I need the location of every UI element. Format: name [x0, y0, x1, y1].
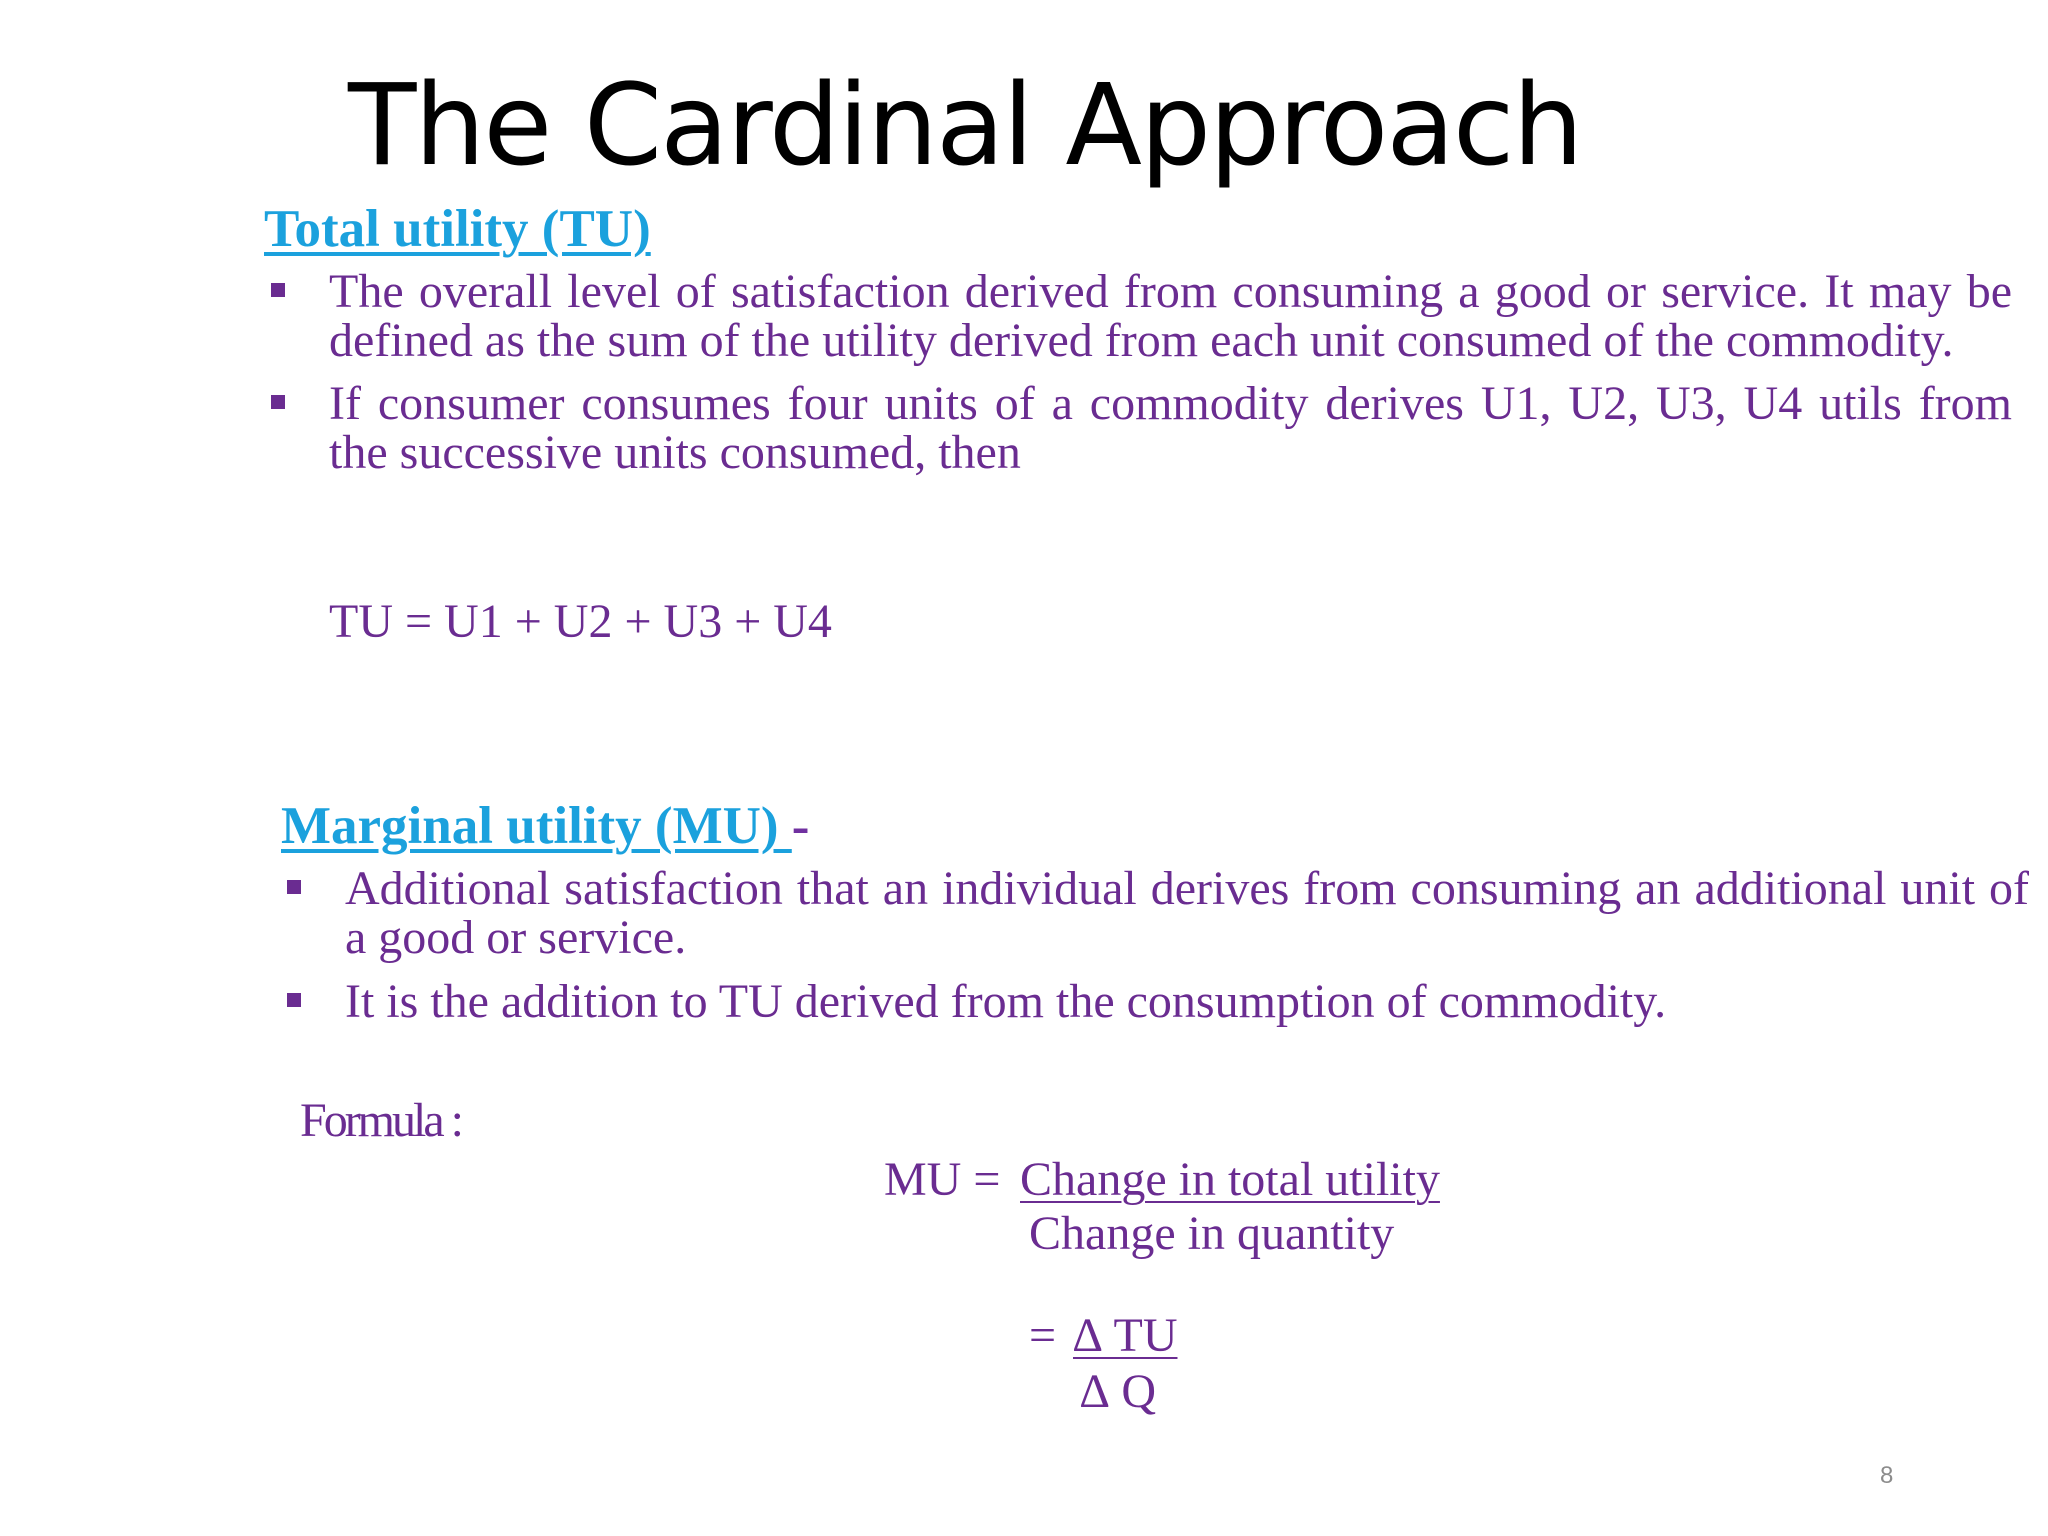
mu-formula-lhs: MU = — [884, 1153, 1001, 1206]
square-bullet-icon — [287, 993, 301, 1007]
total-utility-heading-text: Total utility (TU) — [264, 200, 651, 258]
total-utility-bullet-list — [329, 267, 2012, 477]
square-bullet-icon — [287, 880, 301, 894]
mu-formula-numerator: Change in total utility — [1020, 1153, 1440, 1206]
list-item — [329, 267, 2012, 365]
marginal-utility-heading — [281, 797, 809, 855]
list-item — [345, 977, 2029, 1026]
marginal-utility-heading-text: Marginal utility (MU) — [281, 797, 792, 855]
mu-delta-numerator: ∆ TU — [1073, 1309, 1178, 1362]
heading-dash: - — [791, 797, 810, 855]
mu-delta-equals: = — [1029, 1309, 1057, 1362]
list-item — [329, 379, 2012, 477]
total-utility-formula: TU = U1 + U2 + U3 + U4 — [329, 595, 832, 648]
bullet-text: It is the addition to TU derived from the consumption of commodity. — [345, 975, 1667, 1028]
formula-label: Formula : — [300, 1094, 461, 1147]
bullet-text: Additional satisfaction that an individual derives from consuming an additional unit of a good or service. — [345, 862, 2029, 964]
page-number: 8 — [1880, 1462, 1894, 1489]
mu-delta-denominator: ∆ Q — [1080, 1365, 1157, 1418]
list-item — [345, 864, 2029, 962]
marginal-utility-bullet-list — [345, 864, 2029, 1026]
square-bullet-icon — [271, 283, 285, 297]
bullet-text: The overall level of satisfaction derived from consuming a good or service. It may be defined as the sum of the utility derived from each unit consumed of the commodity. — [329, 265, 2012, 367]
slide-title: The Cardinal Approach — [348, 61, 1582, 191]
mu-formula-denominator: Change in quantity — [1029, 1207, 1395, 1260]
total-utility-heading — [264, 200, 651, 258]
bullet-text: If consumer consumes four units of a commodity derives U1, U2, U3, U4 utils from the successive units consumed, then — [329, 377, 2012, 479]
square-bullet-icon — [271, 395, 285, 409]
